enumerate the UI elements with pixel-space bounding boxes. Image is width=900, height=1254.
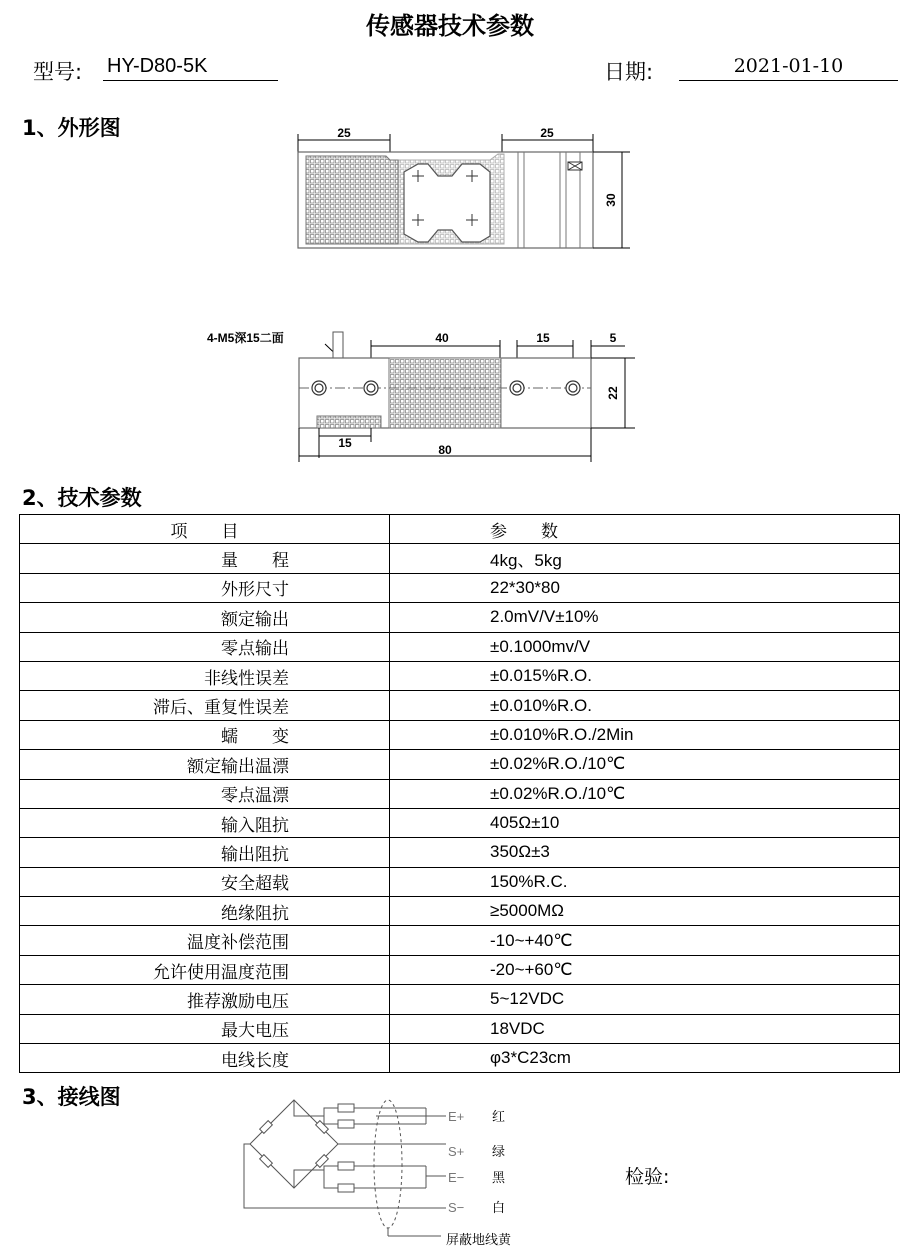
item-cell: 非线性误差	[20, 661, 390, 690]
item-cell: 外形尺寸	[20, 573, 390, 602]
dim-22-label: 22	[606, 386, 620, 400]
table-row	[20, 573, 900, 602]
value-cell: 150%R.C.	[390, 867, 900, 896]
table-row	[20, 985, 900, 1014]
dim-15-bottom-label: 15	[338, 436, 352, 450]
date-field[interactable]	[679, 54, 898, 81]
item-cell: 滞后、重复性误差	[20, 691, 390, 720]
dim-15-top-label: 15	[536, 331, 550, 345]
value-cell: 22*30*80	[390, 573, 900, 602]
value-cell: ±0.02%R.O./10℃	[390, 779, 900, 808]
table-header-row	[20, 515, 900, 544]
item-cell: 零点输出	[20, 632, 390, 661]
value-cell: 2.0mV/V±10%	[390, 603, 900, 632]
value-cell: ±0.1000mv/V	[390, 632, 900, 661]
wire-signal-s-minus: S−	[448, 1200, 465, 1215]
section-tech-heading: 2、技术参数	[22, 486, 142, 510]
value-cell: ≥5000MΩ	[390, 897, 900, 926]
value-cell: 5~12VDC	[390, 985, 900, 1014]
item-cell: 量 程	[20, 544, 390, 573]
model-value: HY-D80-5K	[107, 55, 208, 77]
item-cell: 额定输出温漂	[20, 750, 390, 779]
value-cell: φ3*C23cm	[390, 1044, 900, 1073]
section-wiring-heading: 3、接线图	[22, 1085, 121, 1109]
wire-color-green: 绿	[492, 1144, 506, 1159]
value-cell: ±0.010%R.O.	[390, 691, 900, 720]
shield-label: 屏蔽地线黄	[446, 1232, 512, 1247]
page-title: 传感器技术参数	[366, 12, 534, 40]
table-row	[20, 1044, 900, 1073]
dim-5-label: 5	[609, 331, 617, 345]
dim-40-label: 40	[435, 331, 449, 345]
table-row	[20, 603, 900, 632]
item-cell: 温度补偿范围	[20, 926, 390, 955]
item-cell: 安全超载	[20, 867, 390, 896]
item-cell: 零点温漂	[20, 779, 390, 808]
section-outline-heading: 1、外形图	[22, 116, 121, 140]
item-cell: 输入阻抗	[20, 808, 390, 837]
table-row	[20, 661, 900, 690]
value-cell: -20~+60℃	[390, 955, 900, 984]
value-cell: 405Ω±10	[390, 808, 900, 837]
wire-color-black: 黑	[492, 1170, 506, 1185]
hole-note-label: 4-M5深15二面	[207, 331, 284, 345]
wiring-diagram	[236, 1098, 536, 1248]
table-row	[20, 750, 900, 779]
item-cell: 电线长度	[20, 1044, 390, 1073]
table-row	[20, 838, 900, 867]
table-row	[20, 808, 900, 837]
table-row	[20, 544, 900, 573]
dim-height-label: 30	[604, 193, 618, 207]
parameter-table	[19, 514, 900, 1073]
value-cell: 350Ω±3	[390, 838, 900, 867]
item-cell: 推荐激励电压	[20, 985, 390, 1014]
value-cell: -10~+40℃	[390, 926, 900, 955]
dim-left-label: 25	[337, 126, 351, 140]
item-cell: 允许使用温度范围	[20, 955, 390, 984]
item-cell: 最大电压	[20, 1014, 390, 1043]
model-field[interactable]	[103, 54, 278, 81]
inspection-signature-field[interactable]	[690, 1160, 840, 1186]
dim-right-label: 25	[540, 126, 554, 140]
item-cell: 蠕 变	[20, 720, 390, 749]
table-row	[20, 867, 900, 896]
inspection-label: 检验:	[625, 1166, 670, 1188]
table-row	[20, 1014, 900, 1043]
value-cell: ±0.015%R.O.	[390, 661, 900, 690]
table-row	[20, 691, 900, 720]
wire-signal-e-plus: E+	[448, 1109, 465, 1124]
value-cell: 4kg、5kg	[390, 544, 900, 573]
wire-signal-e-minus: E−	[448, 1170, 465, 1185]
wire-signal-s-plus: S+	[448, 1144, 465, 1159]
table-row	[20, 926, 900, 955]
value-cell: ±0.02%R.O./10℃	[390, 750, 900, 779]
table-row	[20, 632, 900, 661]
dim-80-label: 80	[438, 443, 452, 457]
date-value: 2021-01-10	[733, 55, 844, 77]
table-row	[20, 897, 900, 926]
header-item-cell: 项 目	[20, 515, 390, 544]
wire-color-white: 白	[492, 1200, 506, 1215]
value-cell: 18VDC	[390, 1014, 900, 1043]
item-cell: 绝缘阻抗	[20, 897, 390, 926]
value-cell: ±0.010%R.O./2Min	[390, 720, 900, 749]
table-row	[20, 779, 900, 808]
item-cell: 额定输出	[20, 603, 390, 632]
header-value-cell: 参 数	[390, 515, 900, 544]
item-cell: 输出阻抗	[20, 838, 390, 867]
date-label: 日期:	[604, 60, 654, 84]
model-label: 型号:	[33, 60, 83, 84]
table-row	[20, 720, 900, 749]
top-view-drawing	[290, 124, 640, 256]
wire-color-red: 红	[492, 1109, 506, 1124]
table-row	[20, 955, 900, 984]
side-view-drawing	[205, 324, 645, 464]
